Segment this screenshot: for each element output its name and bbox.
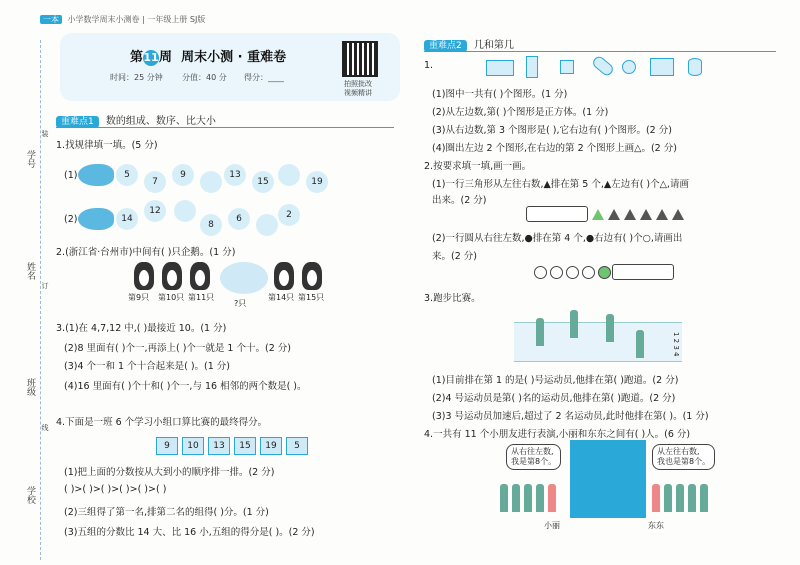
- meta-score: 分值：40 分: [182, 73, 227, 82]
- qr-caption-1: 拍照批改: [344, 80, 372, 88]
- penguin-icon: [274, 262, 294, 290]
- right-q1-line4: (4)圈出左边 2 个图形,在右边的第 2 个图形上画△。(2 分): [432, 143, 677, 154]
- bubble-blank[interactable]: [256, 214, 278, 236]
- book-header: [40, 14, 205, 25]
- child-xiaoli: [548, 484, 556, 512]
- child-dongdong: [652, 484, 660, 512]
- triangle-icon: [656, 209, 668, 220]
- right-q1-line1: (1)图中一共有( )个图形。(1 分): [432, 89, 568, 100]
- triangle-icon: [624, 209, 636, 220]
- left-q2-stem: 2.(浙江省·台州市)中间有( )只企鹅。(1 分): [56, 247, 236, 258]
- bubble-number: 2: [278, 204, 300, 226]
- child-figure: [676, 484, 684, 512]
- section-badge-1: 重难点1: [56, 116, 99, 128]
- right-q2-l1b: 出来。(2 分): [432, 195, 487, 206]
- child-figure: [700, 484, 708, 512]
- penguin-label: 第14只: [268, 293, 295, 302]
- fish-icon: [78, 164, 114, 186]
- qr-code[interactable]: [342, 41, 378, 77]
- meta-got: 得分：____: [244, 73, 284, 82]
- left-q1-stem: 1.找规律填一填。(5 分): [56, 140, 158, 151]
- label-xuehao: 学号: [25, 150, 35, 168]
- child-figure: [536, 484, 544, 512]
- lane-numbers: 1 2 3 4: [672, 332, 680, 357]
- bubble-number: 7: [144, 171, 166, 193]
- left-q4-sub1: (1)把上面的分数按从大到小的顺序排一排。(2 分): [64, 467, 275, 478]
- cube-shape: [560, 60, 574, 74]
- bubble-blank[interactable]: [174, 200, 196, 222]
- left-q4-sub3: (3)五组的分数比 14 大、比 16 小,五组的得分是( )。(2 分): [64, 527, 315, 538]
- penguin-label: 第9只: [128, 293, 150, 302]
- fish-icon: [78, 208, 114, 230]
- name-xiaoli: 小丽: [544, 521, 560, 530]
- label-zhuang: 装: [41, 130, 49, 137]
- right-q3-line3: (3)3 号运动员加速后,超过了 2 名运动员,此时他排在第( )。(1 分): [432, 411, 709, 422]
- answer-box[interactable]: [612, 264, 674, 280]
- left-q3-line2: (2)8 里面有( )个一,再添上( )个一就是 1 个十。(2 分): [64, 343, 291, 354]
- runner-figure: [570, 310, 578, 338]
- brace-label: ?只: [234, 299, 247, 308]
- book-tag: 一本: [40, 15, 62, 24]
- runner-figure: [636, 330, 644, 358]
- child-figure: [512, 484, 520, 512]
- label-xingming: 姓名: [25, 262, 35, 280]
- cuboid-shape: [650, 58, 674, 76]
- q1-row2-label: (2): [64, 214, 78, 225]
- penguin-icon: [302, 262, 322, 290]
- penguin-label: 第11只: [188, 293, 215, 302]
- bubble-number: 14: [116, 208, 138, 230]
- book-header-text: 小学数学周末小测卷 | 一年级上册 SJ版: [67, 15, 206, 24]
- bubble-blank[interactable]: [278, 164, 300, 186]
- q1-row1-label: (1): [64, 170, 78, 181]
- right-q1-num: 1.: [424, 60, 434, 71]
- penguin-label: 第10只: [158, 293, 185, 302]
- right-q4-stem: 4.一共有 11 个小朋友进行表演,小丽和东东之间有( )人。(6 分): [424, 429, 691, 440]
- right-q3-stem: 3.跑步比赛。: [424, 293, 481, 304]
- bubble-blank[interactable]: [200, 171, 222, 193]
- right-section-header: [424, 36, 514, 51]
- triangle-icon: [608, 209, 620, 220]
- left-q4-stem: 4.下面是一班 6 个学习小组口算比赛的最终得分。: [56, 417, 268, 428]
- child-figure: [500, 484, 508, 512]
- score-box: 15: [234, 437, 256, 455]
- label-banji: 班级: [25, 378, 35, 396]
- triangle-filled-icon: [592, 209, 604, 220]
- left-q3-line3: (3)4 个一和 1 个十合起来是( )。(1 分): [64, 361, 231, 372]
- circle-icon: [550, 266, 563, 279]
- runner-figure: [536, 318, 544, 346]
- bubble-left-line1: 从右往左数,: [511, 447, 554, 456]
- answer-box[interactable]: [526, 206, 588, 222]
- left-q4-order[interactable]: ( )>( )>( )>( )>( )>( ): [64, 484, 167, 495]
- triangle-icon: [640, 209, 652, 220]
- name-dongdong: 东东: [648, 521, 664, 530]
- binding-line: [40, 40, 41, 560]
- circle-filled-icon: [598, 266, 611, 279]
- title-suffix: 周: [159, 50, 173, 65]
- penguin-icon: [162, 262, 182, 290]
- section-title-2: 几和第几: [473, 40, 514, 51]
- bubble-number: 5: [116, 164, 138, 186]
- child-figure: [664, 484, 672, 512]
- child-figure: [524, 484, 532, 512]
- stage-curtain: [570, 440, 646, 518]
- section-divider-2: [424, 51, 776, 52]
- section-badge-2: 重难点2: [424, 40, 467, 52]
- right-q1-line2: (2)从左边数,第( )个图形是正方体。(1 分): [432, 107, 609, 118]
- bubble-right-line1: 从左往右数,: [657, 447, 700, 456]
- penguin-label: 第15只: [298, 293, 325, 302]
- score-box: 10: [182, 437, 204, 455]
- left-section-header: [56, 112, 216, 127]
- right-q2-l1: (1)一行三角形从左往右数,▲排在第 5 个,▲左边有( )个△,请画: [432, 179, 689, 190]
- bubble-right-line2: 我也是第8个。: [657, 457, 711, 466]
- right-q2-l2b: 来。(2 分): [432, 251, 477, 262]
- score-box: 9: [156, 437, 178, 455]
- left-q3-line4: (4)16 里面有( )个十和( )个一,与 16 相邻的两个数是( )。: [64, 381, 307, 392]
- bubble-number: 19: [306, 171, 328, 193]
- speech-bubble-left: [506, 444, 561, 470]
- section-title-1: 数的组成、数序、比大小: [105, 116, 216, 127]
- tall-cuboid-shape: [526, 56, 538, 78]
- title-main: 周末小测 · 重难卷: [181, 50, 287, 65]
- score-box: 5: [286, 437, 308, 455]
- bubble-number: 6: [228, 208, 250, 230]
- label-xian: 线: [41, 424, 49, 431]
- bubble-number: 8: [200, 214, 222, 236]
- bubble-number: 13: [224, 164, 246, 186]
- section-divider-1: [56, 127, 394, 128]
- left-q3-line1: 3.(1)在 4,7,12 中,( )最接近 10。(1 分): [56, 323, 227, 334]
- qr-caption: [344, 80, 372, 98]
- circle-icon: [534, 266, 547, 279]
- cuboid-shape: [486, 60, 514, 76]
- right-q1-line3: (3)从右边数,第 3 个图形是( ),它右边有( )个图形。(2 分): [432, 125, 672, 136]
- penguin-icon: [190, 262, 210, 290]
- right-q2-l2: (2)一行圆从右往左数,●排在第 4 个,●右边有( )个○,请画出: [432, 233, 683, 244]
- right-q3-line2: (2)4 号运动员是第( )名的运动员,他排在第( )跑道。(2 分): [432, 393, 676, 404]
- meta-time: 时间：25 分钟: [110, 73, 163, 82]
- runner-figure: [606, 314, 614, 342]
- triangle-icon: [672, 209, 684, 220]
- cylinder-shape: [688, 58, 702, 76]
- right-q3-line1: (1)目前排在第 1 的是( )号运动员,他排在第( )跑道。(2 分): [432, 375, 679, 386]
- label-xuexiao: 学校: [25, 486, 35, 504]
- score-box: 13: [208, 437, 230, 455]
- bubble-number: 15: [252, 171, 274, 193]
- sphere-shape: [622, 60, 636, 74]
- penguin-icon: [134, 262, 154, 290]
- bubble-left-line2: 我是第8个。: [511, 457, 557, 466]
- speech-bubble-right: [652, 444, 715, 470]
- right-q2-stem: 2.按要求填一填,画一画。: [424, 161, 532, 172]
- left-q4-sub2: (2)三组得了第一名,排第二名的组得( )分。(1 分): [64, 507, 269, 518]
- title-prefix: 第: [130, 50, 144, 65]
- qr-caption-2: 视频精讲: [344, 89, 372, 97]
- score-box: 19: [260, 437, 282, 455]
- bubble-number: 9: [172, 164, 194, 186]
- circle-icon: [566, 266, 579, 279]
- circle-icon: [582, 266, 595, 279]
- week-number: 11: [143, 51, 159, 64]
- hidden-cloud: [220, 262, 268, 294]
- child-figure: [688, 484, 696, 512]
- bubble-number: 12: [144, 200, 166, 222]
- page-title: [130, 46, 286, 66]
- label-ding: 订: [41, 282, 49, 289]
